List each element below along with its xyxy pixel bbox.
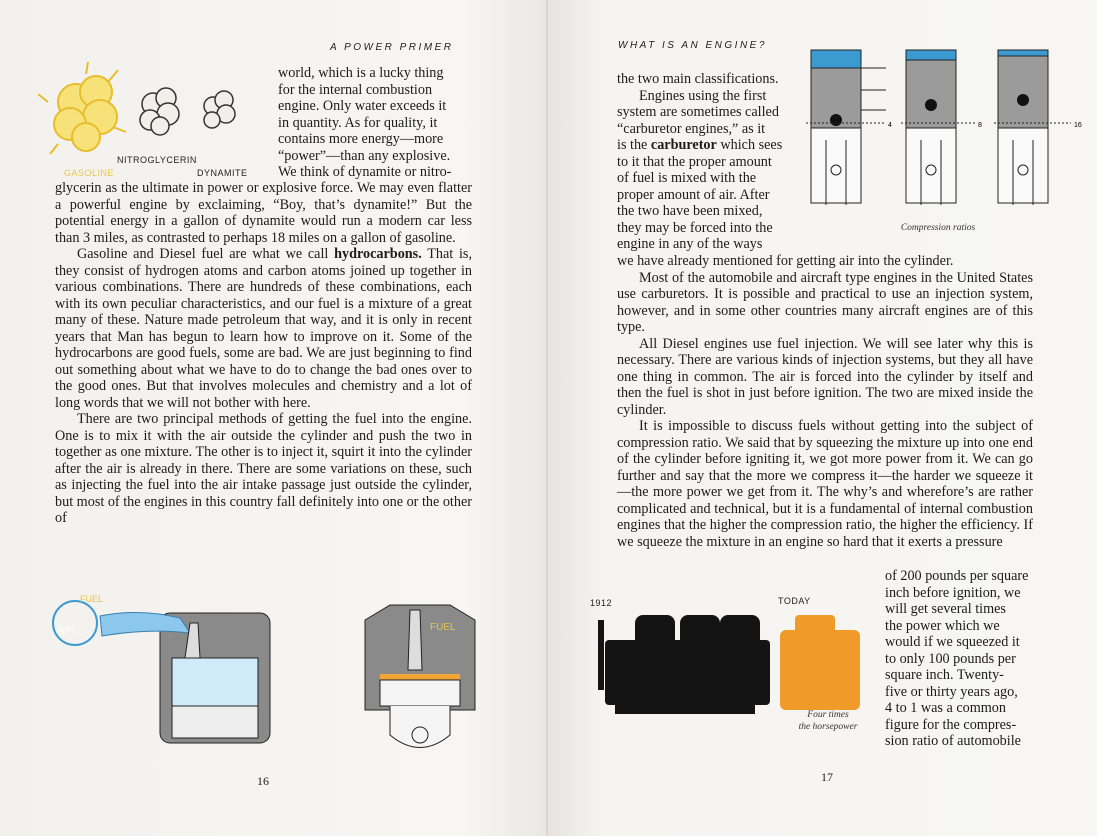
paragraph-1-rest: glycerin as the ultimate in power or explosive force. We may even flatter a powerful engine by exclaiming, “Boy, that’s dynamite!” But the potential energy in a gallon of dynamite would run a modern car less than 3 miles, as contrasted to perhaps 18 miles on a gallon of gasoline. [55,180,472,246]
text-line: square inch. Twenty- [885,667,1004,683]
cylinder-ratio-8 [901,50,982,205]
text-line: the two main classifications. [617,71,779,87]
right-page [548,0,1097,836]
running-head-right: WHAT IS AN ENGINE? [618,40,767,51]
svg-text:8: 8 [978,122,982,129]
left-wrapped-text [278,65,471,181]
text-line: the power which we [885,617,1000,634]
svg-text:16: 16 [1074,122,1082,129]
fuel-label-right: FUEL [430,622,456,633]
text-span: which sees [716,137,783,153]
air-label: AIR [58,625,75,636]
compression-caption: Compression ratios [900,223,976,233]
term-carburetor: carburetor [650,137,717,153]
gasoline-explosion-icon [38,62,126,154]
text-line: figure for the compres- [885,716,1017,733]
text-line: for the internal combustion [278,81,433,98]
text-line: to it that the proper amount [617,153,772,170]
engine-comparison-figure [590,610,880,720]
engine-1912-silhouette [598,615,770,714]
term-hydrocarbons: hydrocarbons. [334,246,422,262]
left-body-text [55,180,472,527]
text-line: they may be forced into the [617,219,773,236]
text-span: That is, they consist of hydrogen atoms and carbon atoms joined up together in various combinations. There are hundreds of these combinations, each with its own peculiar characteristics, and our fuel is a mixture of a great many of these. Nature made petroleum that way, and it is only in recent years that Man has begun to learn how to improve on it. Some of the hydrocarbons are good fuels, some are bad. We are just beginning to find out something about what we have to do to change the bad ones over to the good ones. But that involves molecules and chemistry and a lot of long words that we will not bother with here. [55,246,472,411]
year-1912-label: 1912 [590,598,613,608]
nitroglycerin-explosion-icon [140,88,179,135]
cylinder-ratio-4 [806,50,892,205]
text-line: would if we squeezed it [885,634,1020,650]
right-body-text [617,253,1033,550]
text-line: Engines using the first [639,87,767,104]
text-line: contains more energy—more [278,131,444,147]
text-line: of fuel is mixed with the [617,170,757,186]
text-line: will get several times [885,601,1006,617]
dynamite-explosion-icon [204,91,235,128]
paragraph: All Diesel engines use fuel injection. We will see later why this is necessary. There are various kinds of injection systems, but they all have one thing in common. The air is forced into the cylinder by itself and then the fuel is shot in just before ignition. The two are mixed inside the cylinder. [617,335,1033,418]
paragraph: It is impossible to discuss fuels without getting into the subject of compression ratio. We said that by squeezing the mixture up into one end of the cylinder before igniting it, we got more power from it. We can go further and say that the more we compress it—the harder we squeeze it—the more power we get from it. The why’s and wherefore’s are rather complicated and technical, but it is a fundamental of internal combustion engines that the higher the compression ratio, the higher the efficiency. If we squeeze the mixture in an engine so hard that it exerts a pressure [617,418,1033,550]
carburetor-engine-diagram [40,588,280,758]
left-page [0,0,548,836]
text-line: “carburetor engines,” as it [617,120,766,137]
cylinder-ratio-16 [994,50,1082,205]
text-line: system are sometimes called [617,104,779,120]
fuel-label-left: FUEL [80,594,104,604]
paragraph-3: There are two principal methods of getting the fuel into the engine. One is to mix it with the air outside the cylinder and push the two in together as one mixture. The other is to inject it, squirt it into the cylinder after the air is already in there. There are some variations on these, such as injecting the fuel into the air intake passage just outside the cylinder, but most of the engines in this country fall definitely into one or the other of [55,411,472,526]
text-line: to only 100 pounds per [885,650,1016,667]
text-line: five or thirty years ago, [885,683,1018,700]
text-span: is the [617,137,651,153]
caption-line: the horsepower [798,722,858,732]
injection-engine-diagram [360,600,480,760]
text-line: engine in any of the ways [617,236,763,252]
text-line: “power”—than any explosive. [278,147,451,164]
text-line: sion ratio of automobile [885,733,1021,749]
text-line: of 200 pounds per square [885,568,1029,584]
running-head-left: A POWER PRIMER [330,42,454,53]
text-line: the two have been mixed, [617,203,763,219]
text-line: inch before ignition, we [885,584,1021,601]
compression-ratios-figure [806,45,1096,235]
engine-today-silhouette [780,615,860,710]
paragraph: Most of the automobile and aircraft type engines in the United States use carburetors. It is possible and practical to use an injection system, however, and in some other countries many aircraft engines are of this type. [617,269,1033,335]
text-span: Gasoline and Diesel fuel are what we call [77,246,335,262]
text-line: in quantity. As for quality, it [278,114,438,131]
text-line [617,137,793,154]
dynamite-label: DYNAMITE [197,168,248,178]
text-line: proper amount of air. After [617,186,770,203]
gasoline-label: GASOLINE [64,168,115,178]
text-line: 4 to 1 was a common [885,700,1006,716]
svg-text:4: 4 [888,122,892,129]
page-number-left: 16 [257,774,269,788]
page-number-right: 17 [821,770,833,784]
engine-caption [778,709,878,733]
right-wrapped-text [617,71,793,253]
text-line: engine. Only water exceeds it [278,98,447,114]
paragraph: we have already mentioned for getting air into the cylinder. [617,253,954,269]
caption-line: Four times [807,710,849,720]
today-label: TODAY [778,596,811,606]
nitroglycerin-label: NITROGLYCERIN [117,155,197,165]
paragraph-2 [55,246,472,411]
right-tail-text [885,568,1033,750]
text-line: world, which is a lucky thing [278,65,444,81]
text-line: We think of dynamite or nitro- [278,164,452,180]
